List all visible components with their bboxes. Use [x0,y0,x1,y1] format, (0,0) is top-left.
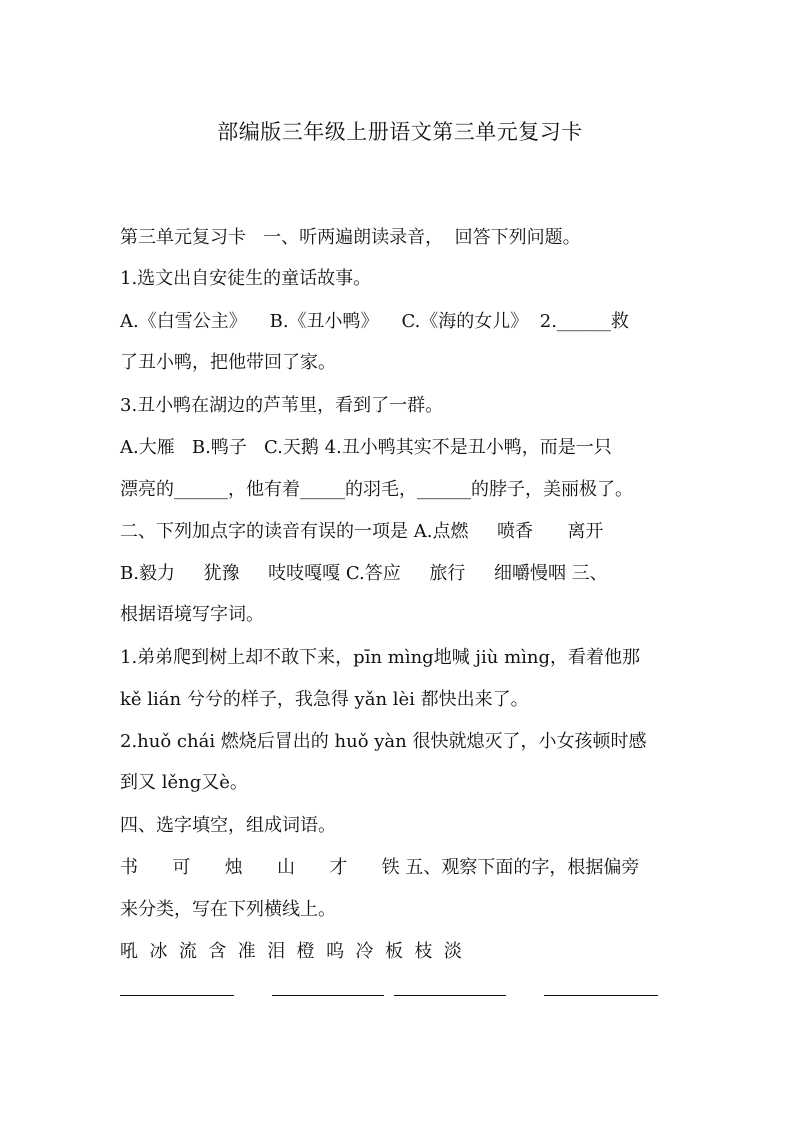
text-line: 来分类，写在下列横线上。 [120,899,336,920]
text-line: 漂亮的______，他有着_____的羽毛，______的脖子，美丽极了。 [120,479,633,500]
text-line: 到又 lěng又è。 [120,772,248,793]
answer-line [544,995,658,996]
text-line: 书 可 烛 山 才 铁 五、观察下面的字，根据偏旁 [120,857,640,878]
text-line: kě lián 兮兮的样子，我急得 yǎn lèi 都快出来了。 [120,689,529,710]
text-line: 1.弟弟爬到树上却不敢下来，pīn mìng地喊 jiù mìng，看着他那 [120,647,641,668]
text-line: B.毅力 犹豫 吱吱嘎嘎 C.答应 旅行 细嚼慢咽 三、 [120,563,608,584]
text-line: 2.huǒ chái 燃烧后冒出的 huǒ yàn 很快就熄灭了，小女孩顿时感 [120,731,647,752]
answer-line [272,995,384,996]
text-line: 二、下列加点字的读音有误的一项是 A.点燃 喷香 离开 [120,521,604,542]
text-line: 第三单元复习卡 一、听两遍朗读录音， 回答下列问题。 [120,227,581,248]
text-line: 四、选字填空，组成词语。 [120,815,336,836]
text-line: A.《白雪公主》 B.《丑小鸭》 C.《海的女儿》 2.______救 [120,311,629,332]
text-line: 吼 冰 流 含 准 泪 橙 呜 冷 板 枝 淡 [120,941,462,962]
text-line: 3.丑小鸭在湖边的芦苇里，看到了一群。 [120,395,444,416]
answer-line [120,995,234,996]
document-title: 部编版三年级上册语文第三单元复习卡 [217,120,583,144]
text-line: 了丑小鸭，把他带回了家。 [120,352,336,373]
text-line: 根据语境写字词。 [120,604,264,625]
text-line: 1.选文出自安徒生的童话故事。 [120,268,372,289]
answer-line [394,995,506,996]
text-line: A.大雁 B.鸭子 C.天鹅 4.丑小鸭其实不是丑小鸭，而是一只 [120,437,612,458]
